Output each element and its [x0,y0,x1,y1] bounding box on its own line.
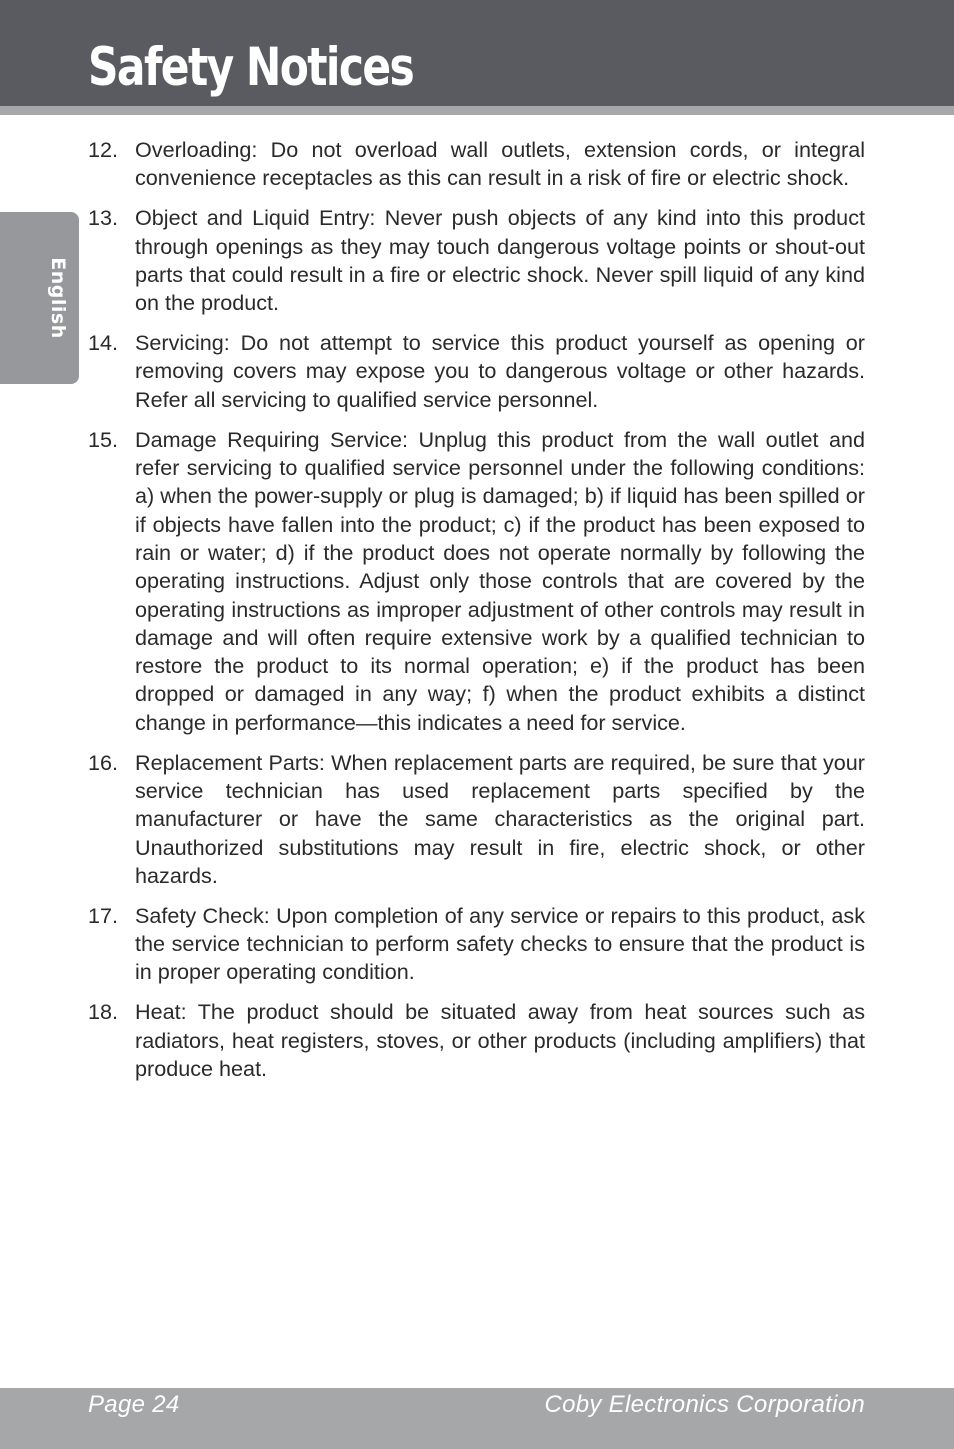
item-text: Safety Check: Upon completion of any service or repairs to this product, ask the service technician to perform safety checks to ensure that the product is in proper operating condition. [135,902,865,985]
item-number: 17. [88,902,119,928]
company-name: Coby Electronics Corporation [544,1391,865,1418]
header-rule [0,106,954,115]
list-item [88,426,865,737]
language-tab-label: English [47,257,69,339]
item-text: Overloading: Do not overload wall outlets, extension cords, or integral convenience receptacles as this can result in a risk of fire or electric shock. [135,137,865,191]
list-item [88,329,865,414]
item-text: Heat: The product should be situated away from heat sources such as radiators, heat registers, stoves, or other products (including amplifiers) that produce heat. [135,999,865,1082]
item-text: Servicing: Do not attempt to service this product yourself as opening or removing covers may expose you to dangerous voltage or other hazards. Refer all servicing to qualified service personnel. [135,330,865,412]
item-text: Damage Requiring Service: Unplug this product from the wall outlet and refer servicing to qualified service personnel under the following conditions: a) when the power-supply or plug is damaged; b) if liquid has been spilled or if objects have fallen into the product; c) if the product has been exposed to rain or water; d) if the product does not operate normally by following the operating instructions. Adjust only those controls that are covered by the operating instructions as improper adjustment of other controls may result in damage and will often require extensive work by a qualified technician to restore the product to its normal operation; e) if the product has been dropped or damaged in any way; f) when the product exhibits a distinct change in performance—this indicates a need for service. [135,426,865,735]
list-item [88,902,865,987]
page-number: Page 24 [88,1391,180,1418]
list-item [88,136,865,193]
page-title: Safety Notices [88,37,414,98]
list-item [88,998,865,1083]
item-number: 12. [88,137,119,162]
list-item [88,204,865,317]
list-item [88,749,865,890]
item-number: 14. [88,330,119,356]
item-text: Object and Liquid Entry: Never push objects of any kind into this product through openings as they may touch dangerous voltage points or shout-out parts that could result in a fire or electric shock. Never spill liquid of any kind on the product. [135,205,865,316]
item-number: 18. [88,999,119,1025]
safety-notices-list [88,136,865,1095]
item-number: 13. [88,205,119,231]
item-number: 16. [88,749,119,775]
item-number: 15. [88,426,119,452]
item-text: Replacement Parts: When replacement parts are required, be sure that your service technician has used replacement parts specified by the manufacturer or have the same characteristics as the original part. Unauthorized substitutions may result in fire, electric shock, or other hazards. [135,749,865,888]
